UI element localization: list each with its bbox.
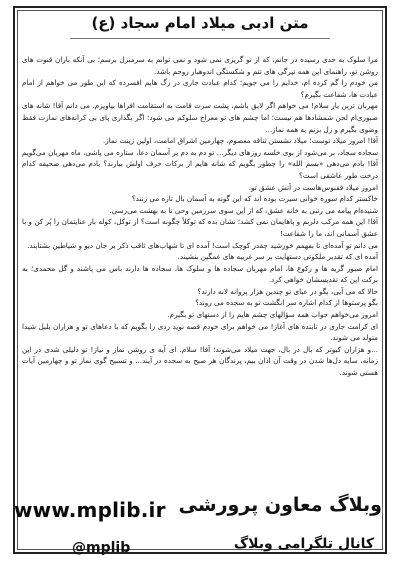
document-title: متن ادبی میلاد امام سجاد (ع) bbox=[91, 14, 309, 32]
watermark-telegram-handle: @mplib bbox=[72, 540, 131, 556]
paragraph: خاکستر کدام سوره خوانی سیرت بوده اند که این گونه به آسمان بال تازه می زنند؟ bbox=[131, 194, 378, 204]
paragraph: من خودم را گم کرده ام، خدایم را می جویم؛ کدام عبادت جاری در رگ هایم افسرده که این طور می خواهم از امام عبادت ها، شفاعت بگیرم؟ bbox=[22, 78, 378, 99]
paragraph: مرا سلوک به حدی رسیده در جانم، که از تو گریزی نمی شود و نمی توانم به سرمنزل برسم؛ بی آنکه باران قنوت های روشن تو، راهنمای این همه تیرگی های تنم و شکستگی اندوهبار روحم باشد. bbox=[22, 55, 378, 76]
watermark-telegram-label: کانال تلگرامی وبلاگ bbox=[233, 536, 374, 552]
paragraph: ...و هزاران کبوتر که بال در بال، جهت میلاد می‌شوند؛ آقا! سلام. ای آیه ی روشن نماز و نیاز! تو دلیلی شدی در این زمانه، سایه دل‌ها شدن در وقت آن اذان بیم، پرندگان هر صبح به سجده در آیند... و تسبیح گوی نماز تو و چهارمین آیات هستی شوند. bbox=[22, 344, 378, 378]
paragraph: ای کرامت جاری در تابنده های آغاز! می خواهم برای خودم قصه نوید ردی را بگویم که با دعاهای تو و هزاران بلبل شیدا متولد می شوند. bbox=[22, 321, 378, 343]
paragraph: آمده ای که تقدیر ملکوتی دستهایت بر سر غریبه های غمگین بنشیند. bbox=[177, 252, 378, 262]
paragraph: شنیده‌ام پیامه می رتبی به خانه عشق، که از این سوی سرزمین وحی تا به بهشت می‌رسی. bbox=[109, 205, 378, 215]
title-divider bbox=[70, 38, 330, 39]
document-body bbox=[22, 54, 378, 379]
paragraph: بگو پرستوها از کدام اشاره سر انگشت تو به سجده می روند؟ bbox=[195, 298, 378, 308]
paragraph: حالا که می آیی، بگو در عبای تو چندین هزار پروانه لانه دارند؟ bbox=[197, 286, 378, 296]
watermark-site-url: www.mplib.ir bbox=[14, 498, 166, 522]
paragraph: مهربان ترین یار سلام! می خواهم اگر لایق باشم، پشت سرت قامت به استقامت افراها بیاویزم. می دانم آقا! شانه های صبوری‌ام لحن شمشادها هم نیست؛ اما چشم های تو معراج سلوکم می شود؛ اگر بگذاری پای بی کرانه‌های نمازت فقط وضوی بگیرم و زل بزنم به همه نماز... bbox=[22, 101, 378, 134]
watermark-blog-name: وبلاگ معاون پرورشی bbox=[178, 494, 382, 516]
paragraph: امام صبور گریه ها و رکوع ها، امام مهربان سجاده ها و سلوک ها، سجاده ها دارند باس می پاشند و گل محمدی؛ به برکت این که تقدیسشان خواهی کرد. bbox=[22, 263, 378, 285]
paragraph: آقا! این همه مرکب دلربم و پاهایمان نمی کشد؛ نشان بده که توکلاً چگونه است؟ از توکل، کوله بار عنایتمان را پُر کن و با عشق آسمانی اند، ما را شفاعت! bbox=[22, 217, 378, 238]
paragraph: آقا! امروز میلاد توست؛ میلاد نشستن ثناقه معصوم، چهارمین اشراق امامت، اولین زینت نماز. bbox=[102, 136, 378, 146]
paragraph: می دانم تو آمده‌ای تا بفهمم خورشید چقدر کوچک است! آمده ای تا شهاب‌های ثاقب ذکر بر جان دیو و شیاطین بشتابند. bbox=[27, 240, 378, 250]
paragraph: سجاده سجاد، بر می‌شود از بوی خلسه روزهای دیگر... تو دم به دم بر آسمان دعا، ستاره می پاشی، ماه مهربان می‌گویم آقا! بادم می‌دهی «بسم الله» را چطور بگویم که شانه هایم از برکات حرف اولش ببارند؟ بادم می‌دهی صحیفه کدام درخت طور عاشقی است؟ bbox=[22, 147, 378, 180]
paragraph: امروز میلاد ققنوس‌هاست در آتش عشق تو. bbox=[248, 182, 378, 192]
paragraph: امروز می‌خواهم جواب همه سؤالهای چشم هایم را از دستهای تو بگیرم. bbox=[167, 310, 378, 320]
